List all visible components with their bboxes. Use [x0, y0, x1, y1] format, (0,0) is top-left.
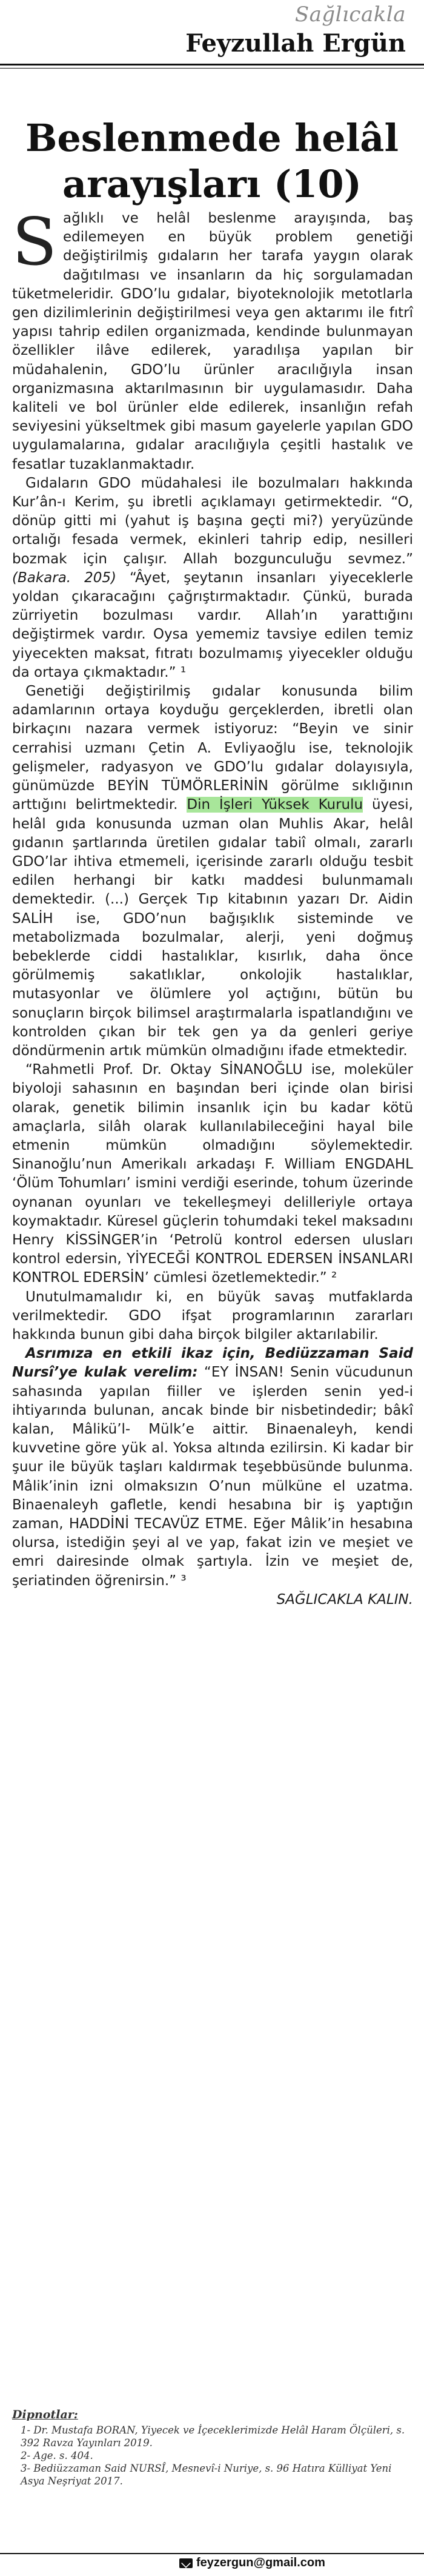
paragraph-2	[12, 474, 413, 682]
paragraph-2-text-a: Gıdaların GDO müdahalesi ile bozulmaları hakkında Kur’ân-ı Kerim, şu ibretli açıklamayı getirmektedir. “O, dönüp gitti mi (yahut iş başına geçti mi?) yeryüzünde ortalığı fesada vermek, ekinleri tahrip edip, nesilleri bozmak için çalışır. Allah bozgunculuğu sevmez.”	[12, 475, 413, 567]
author-name: Feyzullah Ergün	[185, 29, 406, 58]
footnotes	[12, 2409, 413, 2487]
author-email[interactable]: feyzergun@gmail.com	[196, 2556, 325, 2569]
paragraph-3-text-b: üyesi, helâl gıda konusunda uzman olan Muhlis Akar, helâl gıdanın şartlarında üretilen gıdalar tabiî olmalı, zararlı GDO’lar ihtiva etmemeli, içerisinde zararlı olduğu tesbit edilen herhangi bir katkı maddesi bulunmamalı demektedir. (...) Gerçek Tıp kitabının yazarı Dr. Aidin SALİH ise, GDO’nun bağışıklık sisteminde ve metabolizmada bozulmalar, alerji, yeni doğmuş bebeklerde ciddi hastalıklar, kısırlık, daha önce görülmemiş sakatlıklar, onkolojik hastalıklar, mutasyonlar ve ölümlere yol açtığını, bütün bu sonuçların birçok bilimsel araştırmalarla ispatlandığını ve kontrolden çıkan bir tek gen ya da genleri geriye döndürmenin artık mümkün olmadığını ifade etmektedir.	[12, 797, 413, 1059]
paragraph-1-text: ağlıklı ve helâl beslenme arayışında, baş edilemeyen en büyük problem genetiği değiştirilmiş gıdaların her tarafa yaygın olarak dağıtılması ve insanların da hiç sorgulamadan tüketmeleridir. GDO’lu gıdalar, biyoteknolojik metotlarla gen dizilimlerinin değiştirilmesi veya gen aktarımı ile fıtrî yapısı tahrip edilen organizmada, kendinde bulunmayan özellikler ilâve edilerek, yaradılışa yapılan bir müdahalenin, GDO’lu ürünler aracılığıyla insan organizmasına aktarılmasının bir uygulamasıdır. Daha kaliteli ve bol ürünler elde edilerek, insanlığın refah seviyesini yükseltmek gibi masum gayelerle yapılan GDO uygulamalarına, gıdalar aracılığıyla çeşitli hastalık ve fesatlar tuzaklanmaktadır.	[12, 210, 413, 472]
signoff: SAĞLICAKLA KALIN.	[276, 1591, 413, 1608]
paragraph-6-text: “EY İNSAN! Senin vücudunun sahasında yapılan fiiller ve işlerden senin yed-i ihtiyarında bulunan, ancak binde bir nisbetindedir; bâkî kalan, Mâlikü’l- Mülk’e aittir. Binaenaleyh, kendi kuvvetine göre yük al. Yoksa altında ezilirsin. Ki kadar bir şuur ile büyük taşları kaldırmak teşebbüsünde bulunma. Mâlik’inin izni olmaksızın O’nun mülküne el uzatma. Binaenaleyh gafletle, kendi hesabına bir iş yaptığın zaman, HADDİNİ TECAVÜZ ETME. Eğer Mâlik’in hesabına olursa, istediğin şeyi al ve yap, fakat izin ve meşiet ve emri dairesinde olmak şartıyla. İzin ve meşiet de, şeriatinden öğrenirsin.” ³	[12, 1364, 414, 1589]
column-header	[0, 0, 424, 106]
footer-rule	[0, 2553, 424, 2554]
quran-reference: (Bakara. 205)	[12, 569, 116, 586]
footnote-1: 1- Dr. Mustafa BORAN, Yiyecek ve İçeceklerimizde Helâl Haram Ölçüleri, s. 392 Ravza Yayınları 2019.	[21, 2424, 405, 2449]
drop-cap: S	[12, 204, 57, 280]
header-rule-thin	[0, 68, 424, 69]
page-footer	[0, 2546, 424, 2576]
mail-icon	[179, 2558, 193, 2568]
highlighted-text: Din İşleri Yüksek Kurulu	[187, 797, 363, 813]
paragraph-3	[12, 682, 413, 1061]
paragraph-5: Unutulmamalıdır ki, en büyük savaş mutfaklarda verilmektedir. GDO ifşat programlarının zararları hakkında bunun gibi daha birçok bilgiler aktarılabilir.	[12, 1289, 413, 1343]
article-body	[12, 204, 414, 1609]
article-title-line-1: Beslenmede helâl	[25, 116, 399, 160]
paragraph-6	[12, 1344, 413, 1591]
paragraph-3-text-a: Genetiği değiştirilmiş gıdalar konusunda bilim adamlarının ortaya koyduğu gerçeklerden, ibretli olan birkaçını nazara vermek istiyoruz: “Beyin ve sinir cerrahisi uzmanı Çetin A. Evliyaoğlu ise, teknolojik gelişmeler, radyasyon ve GDO’lu gıdalar dolayısıyla, günümüzde BEYİN TÜMÖRLERİNİN görülme sıklığının arttığını belirtmektedir.	[12, 683, 413, 813]
paragraph-1	[12, 204, 413, 474]
footnote-2: 2- Age. s. 404.	[21, 2450, 93, 2461]
header-rule	[0, 64, 424, 65]
column-name: Sağlıcakla	[294, 2, 406, 27]
paragraph-4: “Rahmetli Prof. Dr. Oktay SİNANOĞLU ise, moleküler biyoloji sahasının en başından beri içinde olan birisi olarak, genetik bilimin insanlık için bu kadar kötü amaçlarla, silâh olarak kullanılabileceğini hayal bile etmenin mümkün olmadığını söylemektedir. Sinanoğlu’nun Amerikalı arkadaşı F. William ENGDAHL ‘Ölüm Tohumları’ ismini verdiği eserinde, tohum üzerinde oynanan oyunları ve tekelleşmeyi delilleriyle ortaya koymaktadır. Küresel güçlerin tohumdaki tekel maksadını Henry KİSSİNGER’in ‘Petrolü kontrol edersen ulusları kontrol edersin, YİYECEĞİ KONTROL EDERSEN İNSANLARI KONTROL EDERSİN’ cümlesi özetlemektedir.” ²	[12, 1062, 413, 1286]
paragraph-6-lead: Asrımıza en etkili ikaz için, Bediüzzaman Said Nursî’ye kulak verelim:	[12, 1346, 413, 1381]
footnotes-heading: Dipnotlar:	[12, 2408, 78, 2421]
article-title-line-2: arayışları (10)	[62, 162, 362, 206]
paragraph-2-text-b: “Âyet, şeytanın insanları yiyeceklerle yoldan çıkaracağını çağrıştırmaktadır. Çünkü, burada zürriyetin bozulması vardır. Allah’ın yarattığını değiştirmek vardır. Oysa yememiz tavsiye edilen temiz yiyecekten maksat, fıtratı bozulmamış yiyecekler olduğu da ortaya çıkmaktadır.” ¹	[12, 569, 413, 680]
article-title	[0, 115, 424, 207]
footnote-3: 3- Bediüzzaman Said NURSÎ, Mesnevî-i Nuriye, s. 96 Hatıra Külliyat Yeni Asya Neşriyat 2017.	[21, 2463, 392, 2487]
